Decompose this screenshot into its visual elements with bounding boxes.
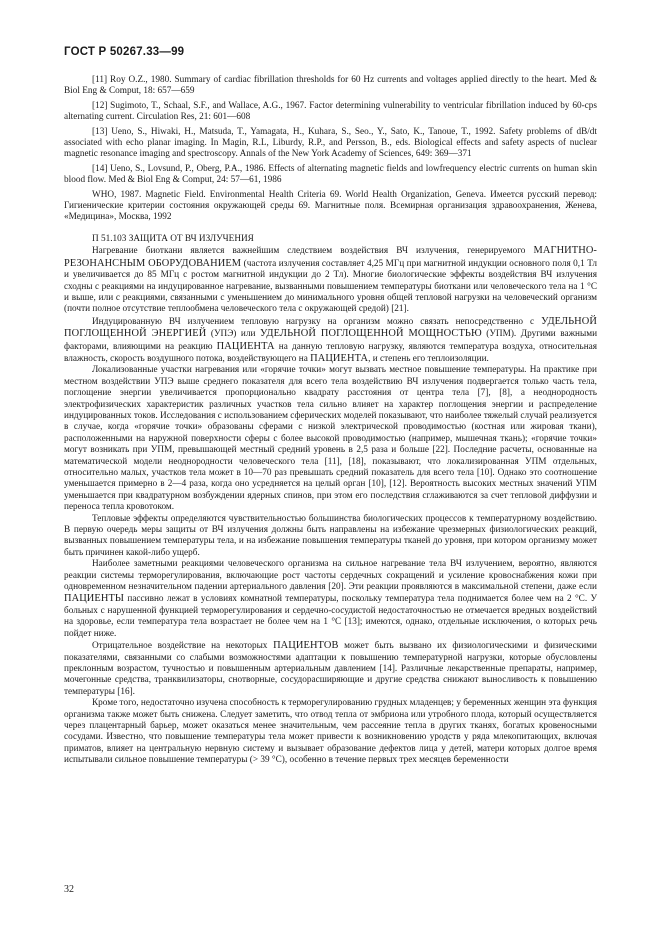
caps-term: ПАЦИЕНТА — [216, 340, 275, 352]
section-title: П 51.103 ЗАЩИТА ОТ ВЧ ИЗЛУЧЕНИЯ — [92, 233, 254, 244]
paragraph-text: Индуцированную ВЧ излучением тепловую нагрузку на организм можно связать непосредственно с — [92, 316, 542, 327]
paragraph-text: Отрицательное воздействие на некоторых — [92, 641, 274, 652]
paragraph-text: на данную тепловую нагрузку, являются температура воздуха, относительная влажность, скорость воздушного потока, воздействующего на — [64, 341, 597, 364]
document-body — [64, 75, 597, 767]
standard-header: ГОСТ Р 50267.33—99 — [64, 46, 185, 58]
paragraph-text: (УПМ). Другими важными факторами, влияющими на реакцию — [64, 329, 598, 352]
paragraph-text: пассивно лежат в условиях комнатной температуры, поскольку температура тела поднимается более чем на 2 °С. У больных с нарушенной функцией терморегулирования и сердечно-сосудистой недостаточностью не отмечается вредных воздействий на здоровье, если температура тела возрастает не более чем на 1 °С [13]; имеются, однако, отдельные исключения, о которых речь пойдет ниже. — [64, 594, 597, 639]
paragraph-4 — [64, 514, 597, 560]
caps-term: УДЕЛЬНОЙ ПОГЛОЩЕННОЙ МОЩНОСТЬЮ — [260, 328, 482, 340]
paragraph-text: может быть вызвано их физиологическими и физическими показателями, связанными со слабыми возможностями адаптации к повышению температурной нагрузки, которые обусловлены преклонным возрастом, тучностью и повышенным артериальным давлением [14]. Различные лекарственные препараты, например, мочегонные средства, транквилизаторы, снотворные, сосудорасширяющие и другие средства снижают выносливость к повышению температуры [16]. — [64, 641, 597, 697]
caps-term: УДЕЛЬНОЙ ПОГЛОЩЕННОЙ ЭНЕРГИЕЙ — [64, 315, 597, 340]
reference-12: [12] Sugimoto, T., Schaal, S.F., and Wallace, A.G., 1967. Factor determining vulnerability to ventricular fibrillation induced by 60-cps alternating current. Circulation Res, 21: 601—608 — [64, 100, 597, 123]
paragraph-3 — [64, 365, 597, 513]
paragraph-text: Локализованные участки нагревания или «горячие точки» могут вызвать местное повышение температуры. На практике при местном воздействии УПЭ выше среднего показателя для всего тела воздействию ВЧ излучения подвергается только часть тела, поглощение энергии увеличивается пропорционально квадрату расстояния от центра тела [7], [8], а неоднородность электрофизических характеристик различных участков тела сильно влияет на характер поглощения энергии и распределение индуцированных токов. Исследования с использованием сферических моделей показывают, что наиболее тяжелый случай реализуется в случае, когда «горячие точки» образованы сферами с низкой электрической проводимостью (костная или жировая ткани), расположенными на наружной поверхности сферы с более высокой проводимостью (например, мышечная ткань); «горячие точки» могут возникать при УПМ, превышающей местный средний уровень в 2,5 раза и больше [22]. Последние расчеты, основанные на математической модели неоднородности человеческого тела [11], [18], показывают, что локализированная УПМ отдельных, относительно малых, участков тела может в 10—70 раз превышать средний показатель для всего тела [10]. Однако это соотношение уменьшается примерно в 2—4 раза, когда оно усредняется на целый орган [10], [12]. Вероятность высоких местных значений УПМ уменьшается при квадратурном возбуждении ядерных спинов, при этом его последствия сглаживаются за счет тепловой диффузии и переноса тепла кровотоком. — [64, 365, 597, 513]
caps-term: МАГНИТНО-РЕЗОНАНСНЫМ ОБОРУДОВАНИЕМ — [64, 245, 597, 269]
paragraph-2 — [64, 316, 597, 366]
paragraph-text: Наиболее заметными реакциями человеческого организма на сильное нагревание тела ВЧ излучением, вероятно, являются реакции системы терморегулирования, включающие рост частоты сердечных сокращений и усиление кровоснабжения кожи при одновременном незначительном падении артериального давления [20]. Эти реакции проявляются в максимальной степени, даже если — [64, 559, 597, 593]
paragraph-text: , и степень его теплоизоляции. — [368, 353, 489, 364]
paragraph-text: Нагревание биоткани является важнейшим следствием воздействия ВЧ излучения, генерируемого — [92, 246, 534, 257]
paragraph-1 — [64, 245, 597, 315]
caps-term: ПАЦИЕНТА — [310, 352, 369, 364]
reference-11: [11] Roy O.Z., 1980. Summary of cardiac fibrillation thresholds for 60 Hz currents and voltages applied directly to the heart. Med & Biol Eng & Comput, 18: 657—659 — [64, 75, 597, 97]
caps-term: ПАЦИЕНТОВ — [273, 640, 339, 652]
caps-term: ПАЦИЕНТЫ — [64, 593, 125, 605]
paragraph-text: (УПЭ) или — [206, 329, 261, 340]
reference-13: [13] Ueno, S., Hiwaki, H., Matsuda, T., Yamagata, H., Kuhara, S., Seo., Y., Sato, K., Tanoue, T., 1992. Safety problems of dB/dt associated with echo planar imaging. In Magin, R.L, Liburdy, R.P., and Persson, B., eds. Biological effects and safety aspects of nuclear magnetic resonance imaging and spectroscopy. Annals of the New York Academy of Sciences, 649: 369—371 — [64, 126, 597, 160]
page-number: 32 — [64, 884, 74, 895]
paragraph-text: (частота излучения составляет 4,25 МГц при магнитной индукции основного поля 0,1 Тл и увеличивается до 85 МГц с ростом магнитной индукции до 2 Тл). Многие биологические эффекты воздействия ВЧ излучения сходны с реакциями на индуцированное нагревание, вызванными повышением температуры биоткани или человеческого тела на 1 °С и выше, или с реакциями, связанными с уменьшением до минимального уровня общей тепловой нагрузки на человеческий организм (почти полное отсутствие теплообмена человеческого тела с окружающей средой) [21]. — [64, 258, 598, 315]
paragraph-5 — [64, 559, 597, 640]
paragraph-text: Тепловые эффекты определяются чувствительностью большинства биологических процессов к температурному воздействию. В первую очередь меры защиты от ВЧ излучения должны быть направлены на избежание чрезмерных физиологических реакций, вызванных повышением температуры тела, и на избежание повышения температуры тканей до уровня, при котором организму может быть причинен какой-либо ущерб. — [64, 513, 597, 558]
paragraph-7 — [64, 698, 597, 766]
paragraph-text: Кроме того, недостаточно изучена способность к терморегулированию грудных младенцев; у беременных женщин эта функция организма также может быть снижена. Следует заметить, что отвод тепла от эмбриона или утробного плода, который осуществляется через плацентарный барьер, может оказаться менее значительным, чем рассеяние тепла в других тканях, богатых кровеносными сосудами. Известно, что повышение температуры тела может привести к возникновению уродств у ряда млекопитающих, включая приматов, влияет на центральную нервную систему и вызывает образование дефектов лица у детей, матери которых долгое время испытывали сильное повышение температуры (> 39 °С), особенно в течение первых трех месяцев беременности — [64, 698, 597, 766]
reference-who: WHO, 1987. Magnetic Field. Environmental Health Criteria 69. World Health Organization, Geneva. Имеется русский перевод: Гигиенические критерии состояния окружающей среды 69. Магнитные поля. Всемирная организация здравоохранения, Женева, «Медицина», Москва, 1992 — [64, 189, 597, 223]
reference-14: [14] Ueno, S., Lovsund, P., Oberg, P.A., 1986. Effects of alternating magnetic fields and lowfrequency electric currents on human skin blood flow. Med & Biol Eng & Comput, 24: 57—61, 1986 — [64, 163, 597, 186]
references-list — [64, 75, 597, 224]
paragraph-6 — [64, 640, 597, 698]
